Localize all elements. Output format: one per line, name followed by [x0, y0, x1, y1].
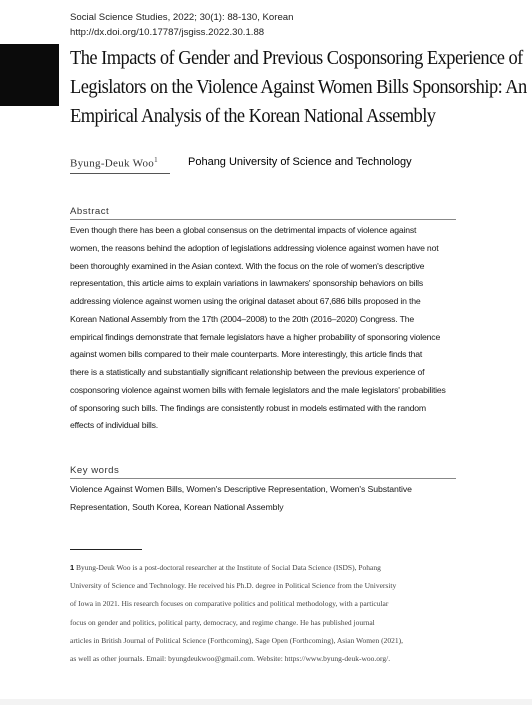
abstract-line: of sponsoring such bills. The findings are consistently robust in models estimated with the random: [70, 402, 426, 413]
journal-citation: Social Science Studies, 2022; 30(1): 88-130, Korean: [70, 12, 294, 23]
keywords-text: [70, 481, 456, 516]
abstract-line: against women bills compared to their male counterparts. More interestingly, this article finds that: [70, 349, 423, 360]
abstract-line: effects of individual bills.: [70, 420, 158, 431]
author-footnote: [70, 559, 460, 668]
abstract-line: addressing violence against women using the original dataset about 67,686 bills proposed in the: [70, 296, 421, 306]
title-line: The Impacts of Gender and Previous Cosponsoring Experience of: [70, 47, 523, 69]
abstract-line: Even though there has been a global consensus on the detrimental impacts of violence against: [70, 225, 417, 235]
abstract-rule: [70, 219, 456, 220]
author-affiliation: Pohang University of Science and Technology: [188, 156, 412, 168]
doi-link[interactable]: http://dx.doi.org/10.17787/jsgiss.2022.30.1.88: [70, 27, 265, 38]
abstract-line: representation, this article aims to explain variations in lawmakers' sponsorship behaviors on bills: [70, 278, 423, 289]
abstract-line: women, the reasons behind the adoption of legislations addressing violence against women have not: [70, 242, 439, 253]
footnote-mark: 1: [70, 563, 75, 572]
abstract-line: there is a statistically and substantially significant relationship between the previous experience of: [70, 367, 425, 377]
abstract-line: empirical findings demonstrate that female legislators have a higher probability of sponsoring violence: [70, 331, 441, 342]
paper-title: [70, 44, 527, 131]
abstract-line: Korean National Assembly from the 17th (2004–2008) to the 20th (2016–2020) Congress. The: [70, 313, 414, 324]
author-row: [70, 156, 510, 172]
footnote-line: as well as other journals. Email: byungdeukwoo@gmail.com. Website: https://www.byung-deuk-woo.org/.: [70, 654, 391, 664]
footnote-rule: [70, 549, 142, 550]
title-line: Empirical Analysis of the Korean National Assembly: [70, 105, 436, 127]
keywords-line: Representation, South Korea, Korean National Assembly: [70, 501, 284, 512]
keywords-rule: [70, 478, 456, 479]
abstract-line: been thoroughly examined in the Asian context. With the focus on the role of women's descriptive: [70, 260, 425, 271]
footnote-line: focus on gender and politics, political party, democracy, and regime change. He has published journal: [70, 617, 375, 627]
keywords-line: Violence Against Women Bills, Women's Descriptive Representation, Women's Substantive: [70, 484, 412, 494]
keywords-heading: Key words: [70, 465, 120, 476]
author-name: Byung-Deuk Woo$^1$: [70, 156, 158, 170]
abstract-heading: Abstract: [70, 206, 110, 217]
author-underline: [70, 173, 170, 174]
footnote-line: articles in British Journal of Political Science (Forthcoming), Sage Open (Forthcoming), Asian Women (2021),: [70, 635, 403, 645]
author-footnote-mark: 1: [154, 156, 158, 164]
black-margin-tab: [0, 44, 59, 106]
footnote-line: 1 Byung-Deuk Woo is a post-doctoral researcher at the Institute of Social Data Science (ISDS), Pohang: [70, 563, 381, 572]
page-bottom-edge: [0, 699, 532, 705]
footnote-line: University of Science and Technology. He received his Ph.D. degree in Political Science from the University: [70, 581, 397, 591]
abstract-text: [70, 222, 456, 435]
title-line: Legislators on the Violence Against Women Bills Sponsorship: An: [70, 76, 527, 98]
abstract-line: cosponsoring violence against women bills with female legislators and the male legislators' probabilities: [70, 384, 446, 395]
footnote-line: of Iowa in 2021. His research focuses on comparative politics and political methodology, with a particular: [70, 599, 389, 609]
